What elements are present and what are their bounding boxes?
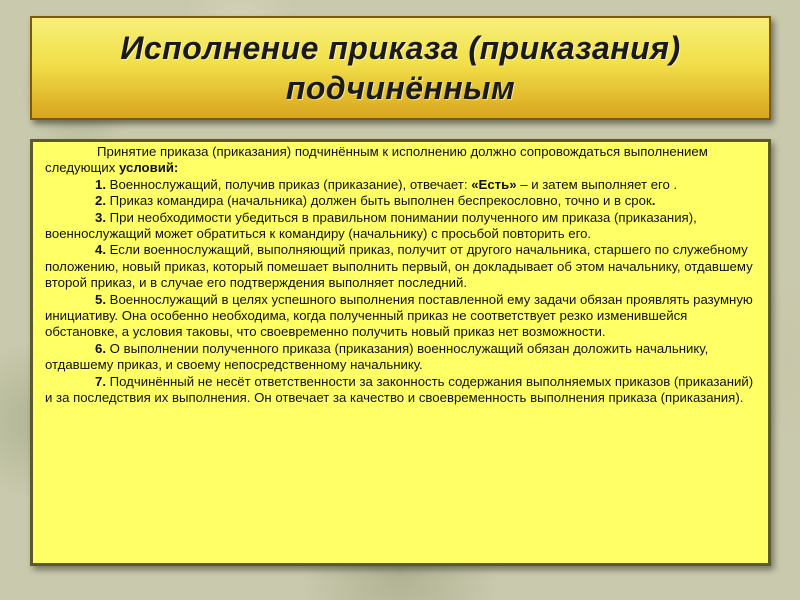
item-7-number: 7.	[95, 373, 106, 389]
item-1-text-after: – и затем выполняет его .	[516, 176, 678, 192]
intro-text: Принятие приказа (приказания) подчинённым к исполнению должно сопровождаться выполнением следующих	[45, 144, 708, 176]
item-7	[45, 374, 754, 407]
item-6-text: О выполнении полученного приказа (приказания) военнослужащий обязан доложить начальнику, отдавшему приказ, и своему непосредственному начальнику.	[45, 340, 709, 373]
item-3	[45, 210, 754, 243]
item-5-text: Военнослужащий в целях успешного выполнения поставленной ему задачи обязан проявлять разумную инициативу. Она особенно необходима, когда полученный приказ не соответствует резко изменившейся обстановке, а условия таковы, что своевременно получить новый приказ нет возможности.	[45, 291, 753, 340]
content-box	[30, 139, 771, 566]
item-1-bold: «Есть»	[471, 176, 517, 192]
item-2-end: .	[651, 193, 656, 209]
item-4	[45, 242, 754, 291]
slide-title	[120, 28, 680, 108]
item-2-number: 2.	[95, 193, 106, 209]
item-6	[45, 341, 754, 374]
item-1-number: 1.	[95, 176, 106, 192]
title-line-1: Исполнение приказа (приказания)	[120, 30, 681, 66]
title-line-2: подчинённым	[285, 70, 516, 106]
item-3-number: 3.	[95, 209, 106, 225]
item-2	[45, 193, 754, 209]
item-1-text-before: Военнослужащий, получив приказ (приказание), отвечает:	[106, 176, 472, 192]
item-5	[45, 292, 754, 341]
item-2-text: Приказ командира (начальника) должен быть выполнен беспрекословно, точно и в срок	[106, 193, 652, 209]
item-1	[45, 177, 754, 193]
item-4-number: 4.	[95, 242, 106, 258]
intro-paragraph	[45, 144, 754, 177]
item-3-text: При необходимости убедиться в правильном понимании полученного им приказа (приказания), военнослужащий может обратиться к командиру (начальнику) с просьбой повторить его.	[45, 209, 697, 242]
intro-bold: условий:	[119, 160, 179, 176]
item-6-number: 6.	[95, 340, 106, 356]
item-7-text: Подчинённый не несёт ответственности за законность содержания выполняемых приказов (приказаний) и за последствия их выполнения. Он отвечает за качество и своевременность выполнения приказа (приказания).	[45, 373, 754, 406]
item-4-text: Если военнослужащий, выполняющий приказ, получит от другого начальника, старшего по служебному положению, новый приказ, который помешает выполнить первый, он докладывает об этом начальнику, отдавшему второй приказ, и в случае его подтверждения выполняет последний.	[45, 242, 753, 291]
item-5-number: 5.	[95, 291, 106, 307]
slide-title-box	[30, 16, 771, 120]
